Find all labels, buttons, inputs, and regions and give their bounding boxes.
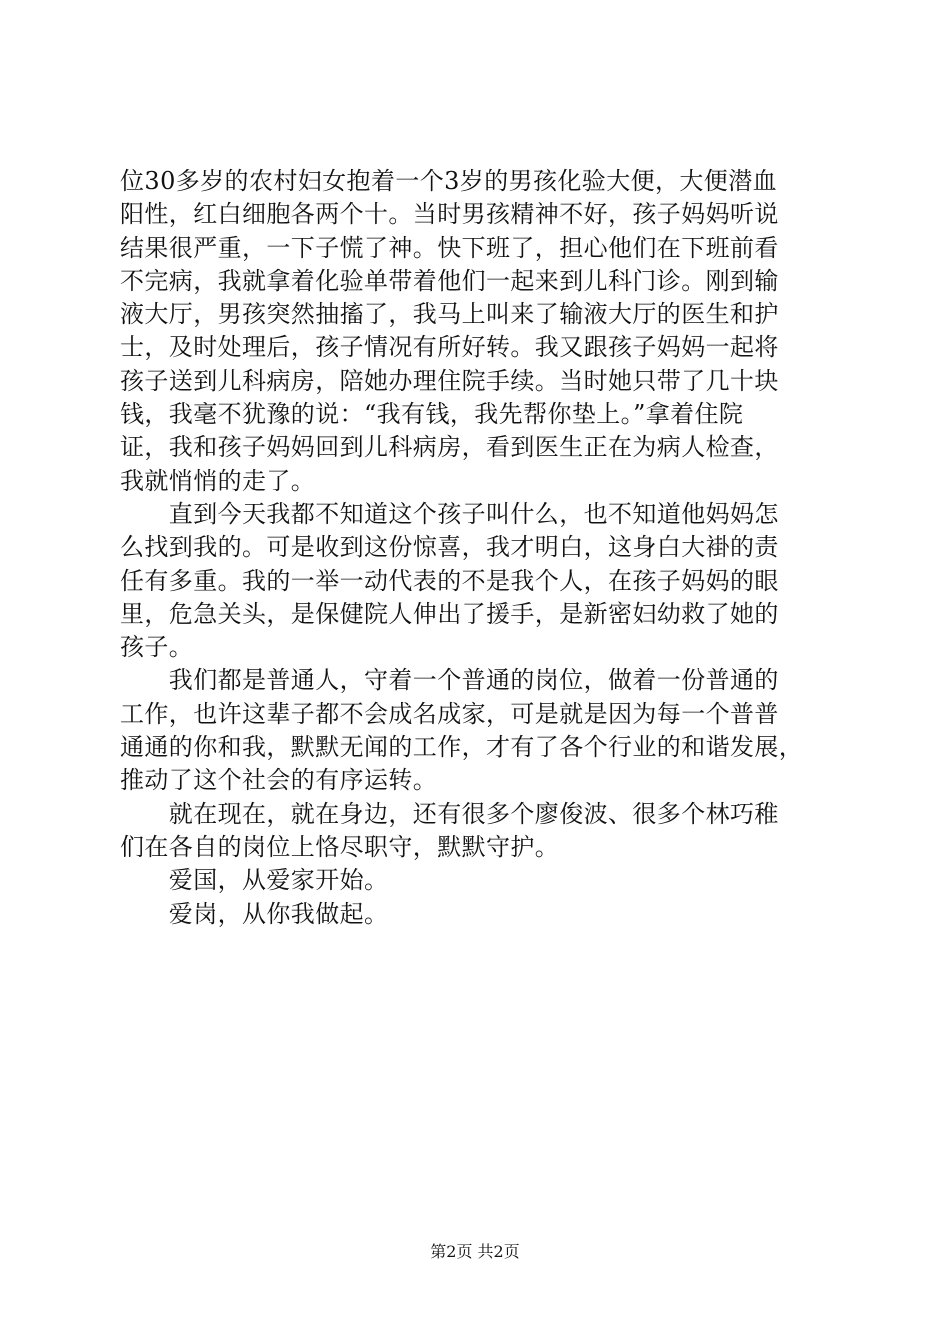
text-line: 直到今天我都不知道这个孩子叫什么，也不知道他妈妈怎: [120, 499, 779, 528]
text-line: 结果很严重，一下子慌了神。快下班了，担心他们在下班前看: [120, 233, 779, 262]
text-line: 孩子。: [120, 633, 194, 662]
text-line: 任有多重。我的一举一动代表的不是我个人，在孩子妈妈的眼: [120, 566, 779, 595]
page-number-footer: 第2页 共2页: [430, 1242, 520, 1261]
text-line: 液大厅，男孩突然抽搐了，我马上叫来了输液大厅的医生和护: [120, 300, 779, 329]
text-line: 我就悄悄的走了。: [120, 466, 316, 495]
text-line: 钱，我毫不犹豫的说：“我有钱，我先帮你垫上。”拿着住院: [120, 400, 744, 429]
text-line: 位30多岁的农村妇女抱着一个3岁的男孩化验大便，大便潜血: [120, 167, 778, 195]
text-line: 推动了这个社会的有序运转。: [120, 766, 438, 795]
text-line: 孩子送到儿科病房，陪她办理住院手续。当时她只带了几十块: [120, 366, 779, 395]
text-line: 爱岗，从你我做起。: [120, 899, 389, 928]
document-body: [120, 165, 840, 931]
text-line: 爱国，从爱家开始。: [120, 866, 389, 895]
text-line: 工作，也许这辈子都不会成名成家，可是就是因为每一个普普: [120, 699, 779, 728]
text-line: 士，及时处理后，孩子情况有所好转。我又跟孩子妈妈一起将: [120, 333, 779, 362]
text-line: 不完病，我就拿着化验单带着他们一起来到儿科门诊。刚到输: [120, 266, 779, 295]
text-line: 里，危急关头，是保健院人伸出了援手，是新密妇幼救了她的: [120, 599, 779, 628]
text-line: 通通的你和我，默默无闻的工作，才有了各个行业的和谐发展，: [120, 733, 804, 762]
text-line: 们在各自的岗位上恪尽职守，默默守护。: [120, 832, 560, 861]
text-line: 阳性，红白细胞各两个十。当时男孩精神不好，孩子妈妈听说: [120, 200, 779, 229]
text-line: 我们都是普通人，守着一个普通的岗位，做着一份普通的: [120, 666, 779, 695]
text-line: 证，我和孩子妈妈回到儿科病房，看到医生正在为病人检查，: [120, 433, 779, 462]
text-line: 就在现在，就在身边，还有很多个廖俊波、很多个林巧稚: [120, 799, 779, 828]
text-line: 么找到我的。可是收到这份惊喜，我才明白，这身白大褂的责: [120, 533, 779, 562]
